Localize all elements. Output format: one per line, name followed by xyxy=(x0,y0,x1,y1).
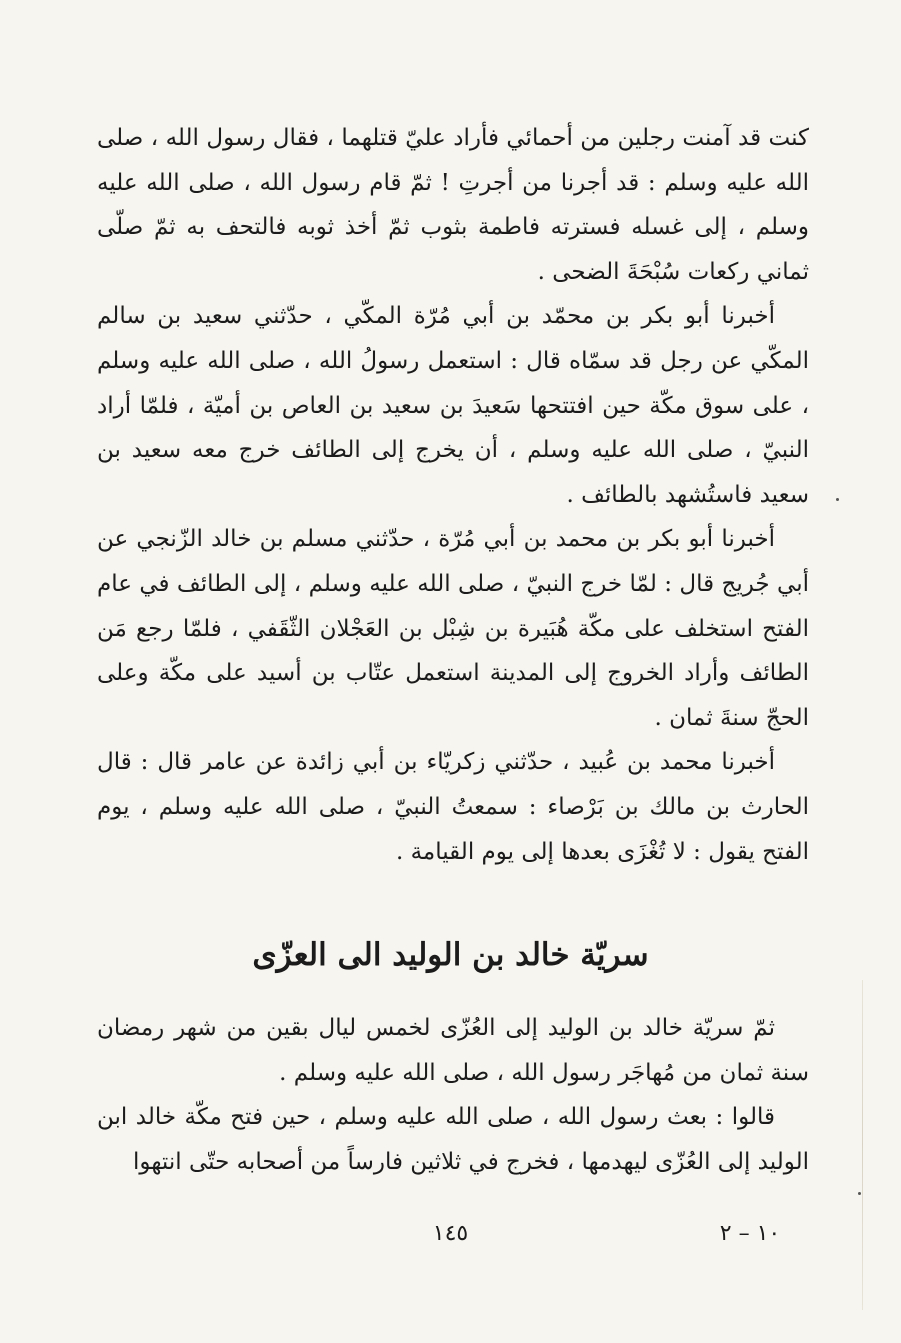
paragraph-1: كنت قد آمنت رجلين من أحمائي فأراد عليّ قتلهما ، فقال رسول الله ، صلى الله عليه وسلم : قد أجرنا من أجرتِ ! ثمّ قام رسول الله ، صلى الله عليه وسلم ، إلى غسله فسترته فاطمة بثوب ثمّ أخذ ثوبه فالتحف به ثمّ صلّى ثماني ركعات سُبْحَةَ الضحى . xyxy=(97,125,809,285)
text-block-bottom xyxy=(97,1006,809,1184)
speck-mark xyxy=(836,498,839,501)
paragraph-2: أخبرنا أبو بكر بن محمّد بن أبي مُرّة المكّي ، حدّثني سعيد بن سالم المكّي عن رجل قد سمّاه قال : استعمل رسولُ الله ، صلى الله عليه وسلم ، على سوق مكّة حين افتتحها سَعيدَ بن سعيد بن العاص بن أميّة ، فلمّا أراد النبيّ ، صلى الله عليه وسلم ، أن يخرج إلى الطائف خرج معه سعيد بن سعيد فاستُشهد بالطائف . xyxy=(97,303,809,508)
page-number: ١٤٥ xyxy=(432,1221,469,1246)
paragraph-6: قالوا : بعث رسول الله ، صلى الله عليه وسلم ، حين فتح مكّة خالد ابن الوليد إلى العُزّى ليهدمها ، فخرج في ثلاثين فارساً من أصحابه حتّى انتهوا xyxy=(97,1104,809,1175)
signature-mark: ١٠ – ٢ xyxy=(719,1221,781,1246)
section-title: سريّة خالد بن الوليد الى العزّى xyxy=(252,937,649,973)
paragraph-4: أخبرنا محمد بن عُبيد ، حدّثني زكريّاء بن أبي زائدة عن عامر قال : قال الحارث بن مالك بن بَرْصاء : سمعتُ النبيّ ، صلى الله عليه وسلم ، يوم الفتح يقول : لا تُغْزَى بعدها إلى يوم القيامة . xyxy=(97,749,809,865)
paragraph-5: ثمّ سريّة خالد بن الوليد إلى العُزّى لخمس ليال بقين من شهر رمضان سنة ثمان من مُهاجَر رسول الله ، صلى الله عليه وسلم . xyxy=(97,1015,809,1086)
paragraph-3: أخبرنا أبو بكر بن محمد بن أبي مُرّة ، حدّثني مسلم بن خالد الزّنجي عن أبي جُريج قال : لمّا خرج النبيّ ، صلى الله عليه وسلم ، إلى الطائف في عام الفتح استخلف على مكّة هُبَيرة بن شِبْل بن العَجْلان الثّقَفي ، فلمّا رجع مَن الطائف وأراد الخروج إلى المدينة استعمل عتّاب بن أسيد على مكّة وعلى الحجّ سنةَ ثمان . xyxy=(97,526,809,731)
text-block-top xyxy=(97,116,809,874)
page-fold-line xyxy=(862,980,863,1310)
speck-mark xyxy=(858,1192,861,1195)
